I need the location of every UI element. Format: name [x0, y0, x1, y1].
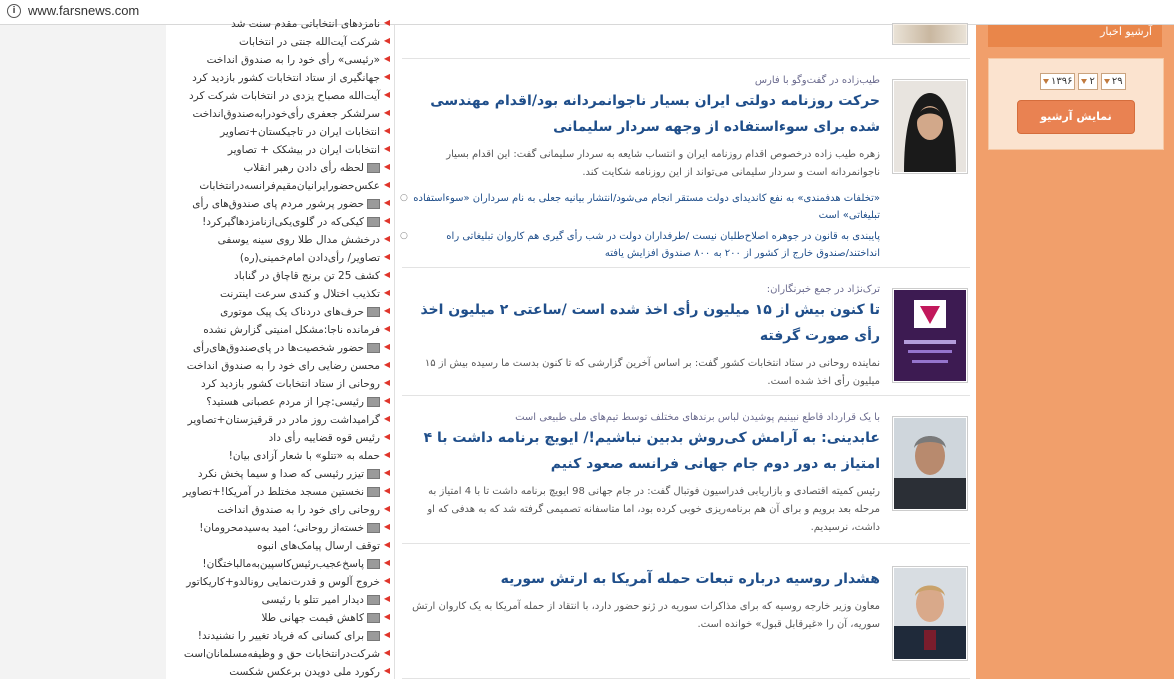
diplomat-portrait-image: [894, 568, 966, 659]
sidebar-link-label: تکذیب اختلال و کندی سرعت اینترنت: [220, 288, 380, 300]
chevron-down-icon: [1043, 79, 1049, 84]
news-headline[interactable]: عابدینی: به آرامش کی‌روش بدبین نباشیم!/ ایویچ برنامه داشت با ۴ امتیاز به دور دوم جام جهانی فرانسه صعود کنیم: [423, 430, 880, 472]
arrow-bullet-icon: ◀: [383, 558, 390, 567]
sidebar-news-link[interactable]: [168, 648, 390, 666]
sidebar-link-label: توقف ارسال پیامک‌های انبوه: [256, 540, 380, 552]
sidebar-link-label: درخشش مدال طلا روی سینه یوسفی: [217, 234, 380, 246]
sidebar-link-label: آیت‌الله مصباح یزدی در انتخابات شرکت کرد: [189, 90, 380, 102]
photo-icon: [367, 631, 380, 641]
news-item: [402, 58, 970, 267]
photo-icon: [367, 487, 380, 497]
woman-portrait-image: [894, 81, 966, 172]
sidebar-news-link[interactable]: [168, 342, 390, 360]
photo-icon: [367, 595, 380, 605]
arrow-bullet-icon: ◀: [383, 450, 390, 459]
news-item: [402, 267, 970, 394]
month-select[interactable]: ۲: [1078, 73, 1097, 90]
related-links: [400, 190, 880, 262]
arrow-bullet-icon: ◀: [383, 198, 390, 207]
sidebar-link-label: سرلشکر جعفری رأی‌خودرابه‌صندوق‌انداخت: [192, 108, 380, 120]
arrow-bullet-icon: ◀: [383, 90, 390, 99]
man-portrait-image: [894, 418, 966, 509]
sidebar-news-link[interactable]: [168, 522, 390, 540]
sidebar-link-label: حضور پرشور مردم پای صندوق‌های رأی: [192, 198, 364, 210]
photo-icon: [367, 199, 380, 209]
sidebar-news-link[interactable]: [168, 324, 390, 342]
arrow-bullet-icon: ◀: [383, 486, 390, 495]
bullet-icon: ○: [400, 193, 408, 203]
arrow-bullet-icon: ◀: [383, 72, 390, 81]
sidebar-link-label: انتخابات ایران در بیشکک + تصاویر: [227, 144, 380, 156]
show-archive-button[interactable]: نمایش آرشیو: [1017, 100, 1135, 134]
sidebar-news-link[interactable]: [168, 90, 390, 108]
sidebar-news-link[interactable]: [168, 594, 390, 612]
arrow-bullet-icon: ◀: [383, 180, 390, 189]
sidebar-news-link[interactable]: [168, 468, 390, 486]
sidebar-news-link[interactable]: [168, 666, 390, 684]
news-lead: رئیس کمیته اقتصادی و بازاریابی فدراسیون فوتبال گفت: در جام جهانی 98 ایویچ برنامه داشت تا با 4 امتیاز به مرحله بعد برویم و برای آن هم برنامه‌ریزی خوبی کرده بود، اما متاسفانه تصمیمی گرفته شد که به هدفی که او داشت، نرسیدیم.: [427, 486, 880, 533]
sidebar-link-label: خسته‌از روحانی؛ امید به‌سیدمحرومان!: [199, 522, 364, 534]
chevron-down-icon: [1081, 79, 1087, 84]
sidebar-news-link[interactable]: [168, 72, 390, 90]
arrow-bullet-icon: ◀: [383, 504, 390, 513]
arrow-bullet-icon: ◀: [383, 162, 390, 171]
arrow-bullet-icon: ◀: [383, 108, 390, 117]
sidebar-news-link[interactable]: [168, 576, 390, 594]
year-select[interactable]: ۱۳۹۶: [1040, 73, 1075, 90]
sidebar-news-link[interactable]: [168, 108, 390, 126]
election-logo-image: [894, 290, 966, 381]
sidebar-news-link[interactable]: [168, 540, 390, 558]
day-select[interactable]: ۲۹: [1101, 73, 1126, 90]
sidebar-news-link[interactable]: [168, 198, 390, 216]
sidebar-news-link[interactable]: [168, 252, 390, 270]
arrow-bullet-icon: ◀: [383, 666, 390, 675]
sidebar-news-link[interactable]: [168, 486, 390, 504]
sidebar-news-list: [166, 18, 395, 679]
sidebar-news-link[interactable]: [168, 432, 390, 450]
sidebar-news-link[interactable]: [168, 306, 390, 324]
photo-icon: [367, 559, 380, 569]
sidebar-news-link[interactable]: [168, 234, 390, 252]
sidebar-news-link[interactable]: [168, 270, 390, 288]
photo-icon: [367, 613, 380, 623]
news-item-separator: [402, 678, 970, 680]
arrow-bullet-icon: ◀: [383, 468, 390, 477]
sidebar-news-link[interactable]: [168, 36, 390, 54]
news-lead: معاون وزیر خارجه روسیه که برای مذاکرات سوریه در ژنو حضور دارد، با انتقاد از حمله آمریکا به یک کاروان ارتش سوریه، آن را «غیرقابل قبول» خوانده است.: [412, 601, 880, 630]
sidebar-news-link[interactable]: [168, 414, 390, 432]
sidebar-link-label: تیزر رئیسی که صدا و سیما پخش نکرد: [197, 468, 364, 480]
site-info-icon[interactable]: i: [7, 4, 21, 18]
sidebar-news-link[interactable]: [168, 612, 390, 630]
news-kicker: با یک قرارداد قاطع نبینیم پوشیدن لباس برندهای مختلف توسط تیم‌های ملی طبیعی است: [515, 412, 880, 423]
arrow-bullet-icon: ◀: [383, 252, 390, 261]
sidebar-link-label: نخستین مسجد مختلط در آمریکا!+تصاویر: [182, 486, 364, 498]
sidebar-link-label: برای کسانی که فریاد تغییر را نشنیدند!: [197, 630, 364, 642]
news-item: [402, 543, 970, 684]
sidebar-news-link[interactable]: [168, 144, 390, 162]
sidebar-news-link[interactable]: [168, 54, 390, 72]
sidebar-link-label: روحانی از ستاد انتخابات کشور بازدید کرد: [201, 378, 380, 390]
arrow-bullet-icon: ◀: [383, 396, 390, 405]
arrow-bullet-icon: ◀: [383, 612, 390, 621]
news-thumbnail[interactable]: [892, 566, 968, 661]
sidebar-link-label: نامزدهای انتخاباتی مقدم سنت شد: [231, 18, 380, 30]
sidebar-news-link[interactable]: [168, 180, 390, 198]
photo-icon: [367, 343, 380, 353]
arrow-bullet-icon: ◀: [383, 648, 390, 657]
arrow-bullet-icon: ◀: [383, 234, 390, 243]
sidebar-link-label: حضور شخصیت‌ها در پای‌صندوق‌های‌رأی: [192, 342, 364, 354]
arrow-bullet-icon: ◀: [383, 414, 390, 423]
photo-icon: [367, 523, 380, 533]
sidebar-link-label: کشف 25 تن برنج قاچاق در گناباد: [234, 270, 380, 282]
archive-header: [988, 25, 1162, 47]
sidebar-news-link[interactable]: [168, 216, 390, 234]
sidebar-link-label: رئیس قوه قضاییه رأی داد: [268, 432, 380, 444]
arrow-bullet-icon: ◀: [383, 522, 390, 531]
sidebar-link-label: محسن رضایی رای خود را به صندوق انداخت: [186, 360, 380, 372]
sidebar-link-label: رئیسی:چرا از مردم عصبانی هستید؟: [206, 396, 364, 408]
arrow-bullet-icon: ◀: [383, 630, 390, 639]
news-headline[interactable]: تا کنون بیش از ۱۵ میلیون رأی اخذ شده است /ساعتی ۲ میلیون اخذ رأی صورت گرفته: [420, 302, 880, 344]
sidebar-link-label: شرکت آیت‌الله جنتی در انتخابات: [239, 36, 380, 48]
sidebar-link-label: عکس‌حضورایرانیان‌مقیم‌فرانسه‌درانتخابات: [199, 180, 380, 192]
arrow-bullet-icon: ◀: [383, 18, 390, 27]
sidebar-link-label: حمله به «تتلو» با شعار آزادی بیان!: [228, 450, 380, 462]
sidebar-link-label: جهانگیری از ستاد انتخابات کشور بازدید کرد: [192, 72, 380, 84]
bullet-icon: ○: [400, 231, 408, 241]
sidebar-link-label: کیکی‌که در گلوی‌یکی‌ازنامزدهاگیرکرد!: [202, 216, 364, 228]
photo-icon: [367, 163, 380, 173]
photo-icon: [367, 217, 380, 227]
arrow-bullet-icon: ◀: [383, 594, 390, 603]
sidebar-link-label: «رئیسی» رأی خود را به صندوق انداخت: [206, 54, 380, 66]
related-link[interactable]: ○ «تخلفات هدفمندی» به نفع کاندیدای دولت مستقر انجام می‌شود/انتشار بیانیه جعلی به نام سرداران «سوءاستفاده تبلیغاتی» است: [410, 190, 880, 224]
sidebar-news-link[interactable]: [168, 450, 390, 468]
prev-item-thumbnail[interactable]: [892, 23, 968, 45]
sidebar-news-link[interactable]: [168, 126, 390, 144]
page-left-gutter: [0, 25, 166, 679]
sidebar-link-label: انتخابات ایران در تاجیکستان+تصاویر: [220, 126, 380, 138]
arrow-bullet-icon: ◀: [383, 270, 390, 279]
arrow-bullet-icon: ◀: [383, 126, 390, 135]
photo-icon: [367, 307, 380, 317]
chevron-down-icon: [1104, 79, 1110, 84]
sidebar-news-link[interactable]: [168, 630, 390, 648]
sidebar-news-link[interactable]: [168, 288, 390, 306]
photo-icon: [367, 469, 380, 479]
sidebar-link-label: خروج آلوس و قدرت‌نمایی رونالدو+کاریکاتور: [186, 576, 380, 588]
sidebar-link-label: فرمانده ناجا:مشکل امنیتی گزارش نشده: [203, 324, 380, 336]
sidebar-news-link[interactable]: [168, 504, 390, 522]
sidebar-link-label: گرامیداشت روز مادر در قرقیزستان+تصاویر: [187, 414, 380, 426]
news-thumbnail[interactable]: [892, 79, 968, 174]
url-text[interactable]: www.farsnews.com: [28, 3, 140, 18]
arrow-bullet-icon: ◀: [383, 306, 390, 315]
sidebar-list: [168, 18, 390, 684]
sidebar-link-label: شرکت‌درانتخابات حق و وظیفه‌مسلمانان‌است: [183, 648, 380, 660]
sidebar-news-link[interactable]: [168, 360, 390, 378]
arrow-bullet-icon: ◀: [383, 342, 390, 351]
sidebar-link-label: تصاویر/ رأی‌دادن امام‌خمینی(ره): [239, 252, 380, 264]
arrow-bullet-icon: ◀: [383, 216, 390, 225]
news-thumbnail[interactable]: [892, 416, 968, 511]
sidebar-news-link[interactable]: [168, 558, 390, 576]
sidebar-news-link[interactable]: [168, 162, 390, 180]
news-item: [402, 395, 970, 546]
archive-title: آرشیو اخبار: [1100, 25, 1152, 38]
arrow-bullet-icon: ◀: [383, 324, 390, 333]
arrow-bullet-icon: ◀: [383, 54, 390, 63]
arrow-bullet-icon: ◀: [383, 360, 390, 369]
sidebar-news-link[interactable]: [168, 396, 390, 414]
sidebar-link-label: دیدار امیر تتلو با رئیسی: [261, 594, 364, 606]
sidebar-link-label: رکورد ملی دویدن برعکس شکست: [229, 666, 380, 678]
related-link[interactable]: ○ پایبندی به قانون در جوهره اصلاح‌طلبان نیست /طرفداران دولت در شب رأی گیری هم کاروان تبلیغاتی راه انداختند/صندوق خارج از کشور از ۲۰۰ به ۸۰۰ صندوق افزایش یافته: [410, 228, 880, 262]
arrow-bullet-icon: ◀: [383, 432, 390, 441]
arrow-bullet-icon: ◀: [383, 576, 390, 585]
arrow-bullet-icon: ◀: [383, 144, 390, 153]
arrow-bullet-icon: ◀: [383, 36, 390, 45]
archive-date-selects: [1040, 73, 1126, 90]
news-kicker: طیب‌زاده در گفت‌وگو با فارس: [754, 75, 880, 86]
sidebar-link-label: حرف‌های دردناک یک پیک موتوری: [220, 306, 364, 318]
sidebar-news-link[interactable]: [168, 378, 390, 396]
sidebar-link-label: کاهش قیمت جهانی طلا: [261, 612, 364, 624]
news-headline[interactable]: حرکت روزنامه دولتی ایران بسیار ناجوانمردانه بود/اقدام مهندسی شده برای سوءاستفاده از وجهه سردار سلیمانی: [430, 93, 880, 135]
sidebar-news-link[interactable]: [168, 18, 390, 36]
news-lead: زهره طیب زاده درخصوص اقدام روزنامه ایران و انتساب شایعه به سردار سلیمانی گفت: این اقدام بسیار ناجوانمردانه است و سردار سلیمانی می‌تواند از این روزنامه شکایت کند.: [446, 149, 880, 178]
sidebar-link-label: پاسخ‌عجیب‌رئیس‌کاسپین‌به‌مالباختگان!: [202, 558, 364, 570]
news-headline[interactable]: هشدار روسیه درباره تبعات حمله آمریکا به ارتش سوریه: [500, 571, 880, 587]
arrow-bullet-icon: ◀: [383, 288, 390, 297]
news-kicker: ترک‌نژاد در جمع خبرنگاران:: [766, 284, 880, 295]
sidebar-link-label: روحانی رای خود را به صندوق انداخت: [217, 504, 380, 516]
arrow-bullet-icon: ◀: [383, 378, 390, 387]
arrow-bullet-icon: ◀: [383, 540, 390, 549]
news-lead: نماینده روحانی در ستاد انتخابات کشور گفت: بر اساس آخرین گزارشی که تا کنون بدست ما رسیده بیش از ۱۵ میلیون رأی اخذ شده است.: [424, 358, 880, 387]
photo-icon: [367, 397, 380, 407]
news-thumbnail[interactable]: [892, 288, 968, 383]
sidebar-link-label: لحظه رأی دادن رهبر انقلاب: [243, 162, 364, 174]
